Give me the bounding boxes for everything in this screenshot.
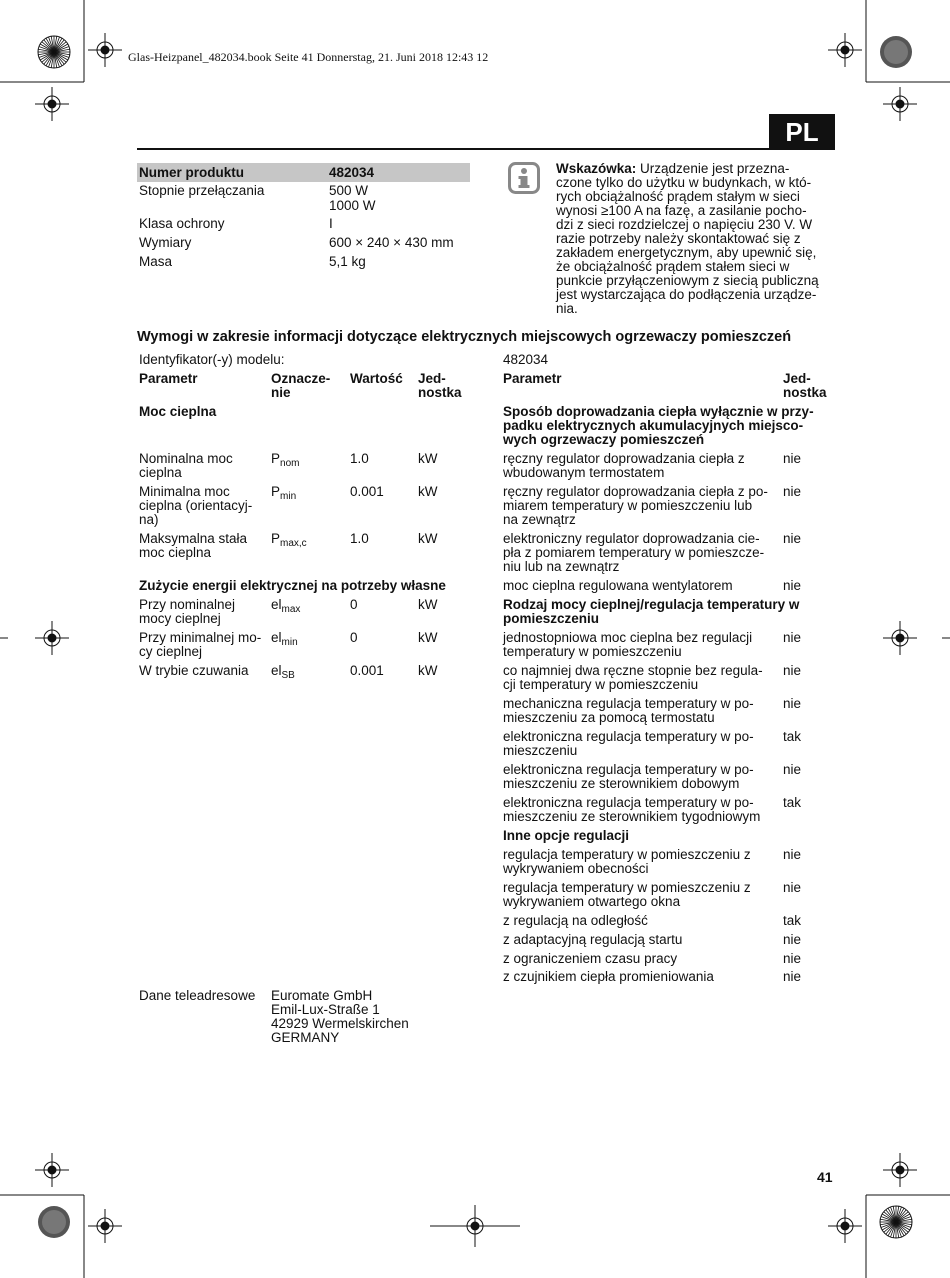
contact-label: Dane teleadresowe [139, 988, 256, 1003]
row-label: cy cieplnej [139, 644, 203, 659]
col-header-value: Wartość [350, 371, 403, 386]
right-row-value: nie [783, 663, 802, 678]
note-line: rych obciążalność prądem stałym w sieci [556, 189, 800, 204]
row-value: 0.001 [350, 484, 384, 499]
right-row-value: nie [783, 451, 802, 466]
spec-value: 600 × 240 × 430 mm [329, 235, 454, 250]
note-title: Wskazówka: [556, 161, 637, 176]
row-label: Przy nominalnej [139, 597, 236, 612]
spec-value: 482034 [329, 165, 375, 180]
right-row-text: regulacja temperatury w pomieszczeniu z [503, 847, 751, 862]
spec-label: Numer produktu [139, 165, 245, 180]
col-header-symbol: nie [271, 385, 291, 400]
file-header-line: Glas-Heizpanel_482034.book Seite 41 Donnerstag, 21. Juni 2018 12:43 12 [128, 50, 489, 64]
note-line: czone tylko do użytku w budynkach, w któ- [556, 175, 812, 190]
row-label: Przy minimalnej mo- [139, 630, 262, 645]
row-label: Maksymalna stała [139, 531, 248, 546]
right-row-text: z ograniczeniem czasu pracy [503, 951, 678, 966]
right-row-value: tak [783, 795, 802, 810]
note-line: dzi z sieci rozdzielczej o napięciu 230 V. W [556, 217, 813, 232]
right-row-text: ręczny regulator doprowadzania ciepła z po- [503, 484, 768, 499]
row-value: 0.001 [350, 663, 384, 678]
spec-label: Stopnie przełączania [139, 183, 265, 198]
note-line: punkcie przyłączeniowym z siecią publiczną [556, 273, 819, 288]
spec-label: Masa [139, 254, 173, 269]
spec-value: I [329, 216, 333, 231]
right-row-text: elektroniczna regulacja temperatury w po- [503, 762, 754, 777]
contact-line: Euromate GmbH [271, 988, 373, 1003]
right-row-text: na zewnątrz [503, 512, 576, 527]
row-label: moc cieplna [139, 545, 212, 560]
row-symbol: $P_{nom}$ [271, 451, 300, 469]
right-row-value: nie [783, 932, 802, 947]
row-symbol: $P_{max,c}$ [271, 531, 307, 549]
heat-input-title: padku elektrycznych akumulacyjnych miejsco- [503, 418, 804, 433]
spec-label: Klasa ochrony [139, 216, 225, 231]
col-header-unit-right: Jed- [783, 371, 811, 386]
language-tab: PL [769, 114, 835, 150]
right-row-text: mieszczeniu [503, 743, 578, 758]
right-row-text: z adaptacyjną regulacją startu [503, 932, 683, 947]
row-label: Nominalna moc [139, 451, 233, 466]
row-label: cieplna (orientacyj- [139, 498, 253, 513]
right-row-value: nie [783, 696, 802, 711]
right-row-value: nie [783, 762, 802, 777]
control-title: pomieszczeniu [503, 611, 600, 626]
heat-input-title: wych ogrzewaczy pomieszczeń [503, 432, 705, 447]
right-row-value: nie [783, 951, 802, 966]
note-line: zakładem energetycznym, aby upewnić się, [556, 245, 817, 260]
row-value: 0 [350, 597, 358, 612]
right-row-text: moc cieplna regulowana wentylatorem [503, 578, 733, 593]
row-value: 1.0 [350, 451, 369, 466]
right-row-text: pła z pomiarem temperatury w pomieszcze- [503, 545, 765, 560]
right-row-text: niu lub na zewnątrz [503, 559, 620, 574]
note-line: razie potrzeby należy skontaktować się z [556, 231, 801, 246]
note-line: wynosi ≥100 A na fazę, a zasilanie pocho- [556, 203, 807, 218]
row-label: Minimalna moc [139, 484, 230, 499]
right-row-text: mieszczeniu ze sterownikiem tygodniowym [503, 809, 761, 824]
header-rule [137, 148, 835, 150]
control-title: Rodzaj mocy cieplnej/regulacja temperatury w [503, 597, 800, 612]
model-value: 482034 [503, 352, 549, 367]
note-line: że obciążalność prądem stałem sieci w [556, 259, 790, 274]
right-row-text: cji temperatury w pomieszczeniu [503, 677, 699, 692]
row-symbol: $el_{max}$ [271, 597, 301, 615]
contact-line: Emil-Lux-Straße 1 [271, 1002, 380, 1017]
row-symbol: $el_{SB}$ [271, 663, 295, 681]
col-header-param-right: Parametr [503, 371, 562, 386]
spec-value: 5,1 kg [329, 254, 366, 269]
row-value: 0 [350, 630, 358, 645]
row-unit: kW [418, 597, 438, 612]
spec-label: Wymiary [139, 235, 192, 250]
col-header-symbol: Oznacze- [271, 371, 331, 386]
row-symbol: $P_{min}$ [271, 484, 297, 502]
heat-output-title: Moc cieplna [139, 404, 217, 419]
other-options-title: Inne opcje regulacji [503, 828, 630, 843]
row-symbol: $el_{min}$ [271, 630, 298, 648]
right-row-text: mechaniczna regulacja temperatury w po- [503, 696, 754, 711]
model-label: Identyfikator(-y) modelu: [139, 352, 285, 367]
col-header-unit: Jed- [418, 371, 446, 386]
right-row-value: nie [783, 578, 802, 593]
right-row-text: z regulacją na odległość [503, 913, 648, 928]
col-header-unit-right: nostka [783, 385, 827, 400]
note-line: Urządzenie jest przezna- [640, 161, 790, 176]
right-row-text: z czujnikiem ciepła promieniowania [503, 969, 714, 984]
row-unit: kW [418, 630, 438, 645]
contact-line: 42929 Wermelskirchen [271, 1016, 409, 1031]
col-header-param: Parametr [139, 371, 198, 386]
note-line: nia. [556, 301, 578, 316]
row-unit: kW [418, 451, 438, 466]
col-header-unit: nostka [418, 385, 462, 400]
right-row-text: mieszczeniu ze sterownikiem dobowym [503, 776, 740, 791]
right-row-text: wbudowanym termostatem [503, 465, 665, 480]
right-row-value: nie [783, 484, 802, 499]
row-unit: kW [418, 663, 438, 678]
info-icon [508, 162, 540, 194]
right-row-text: ręczny regulator doprowadzania ciepła z [503, 451, 745, 466]
right-row-text: wykrywaniem obecności [503, 861, 649, 876]
row-unit: kW [418, 484, 438, 499]
right-row-text: miarem temperatury w pomieszczeniu lub [503, 498, 753, 513]
right-row-value: nie [783, 531, 802, 546]
page-number: 41 [817, 1169, 833, 1185]
spec-value: 500 W [329, 183, 369, 198]
right-row-value: tak [783, 729, 802, 744]
right-row-text: mieszczeniu za pomocą termostatu [503, 710, 715, 725]
right-row-text: wykrywaniem otwartego okna [503, 894, 681, 909]
row-unit: kW [418, 531, 438, 546]
note-line: jest wystarczająca do podłączenia urządze- [556, 287, 817, 302]
heat-input-title: Sposób doprowadzania ciepła wyłącznie w przy- [503, 404, 814, 419]
electricity-title: Zużycie energii elektrycznej na potrzeby własne [139, 578, 446, 593]
right-row-text: co najmniej dwa ręczne stopnie bez regula- [503, 663, 763, 678]
right-row-value: nie [783, 880, 802, 895]
right-row-value: nie [783, 969, 802, 984]
right-row-text: regulacja temperatury w pomieszczeniu z [503, 880, 751, 895]
row-label: W trybie czuwania [139, 663, 249, 678]
right-row-value: nie [783, 847, 802, 862]
right-row-text: temperatury w pomieszczeniu [503, 644, 682, 659]
section-title: Wymogi w zakresie informacji dotyczące elektrycznych miejscowych ogrzewaczy pomieszczeń [137, 329, 792, 345]
right-row-text: jednostopniowa moc cieplna bez regulacji [503, 630, 753, 645]
right-row-value: nie [783, 630, 802, 645]
row-label: cieplna [139, 465, 182, 480]
row-label: na) [139, 512, 159, 527]
spec-value: 1000 W [329, 198, 376, 213]
row-label: mocy cieplnej [139, 611, 221, 626]
right-row-text: elektroniczna regulacja temperatury w po- [503, 729, 754, 744]
right-row-value: tak [783, 913, 802, 928]
row-value: 1.0 [350, 531, 369, 546]
right-row-text: elektroniczny regulator doprowadzania cie- [503, 531, 760, 546]
right-row-text: elektroniczna regulacja temperatury w po- [503, 795, 754, 810]
contact-line: GERMANY [271, 1030, 340, 1045]
